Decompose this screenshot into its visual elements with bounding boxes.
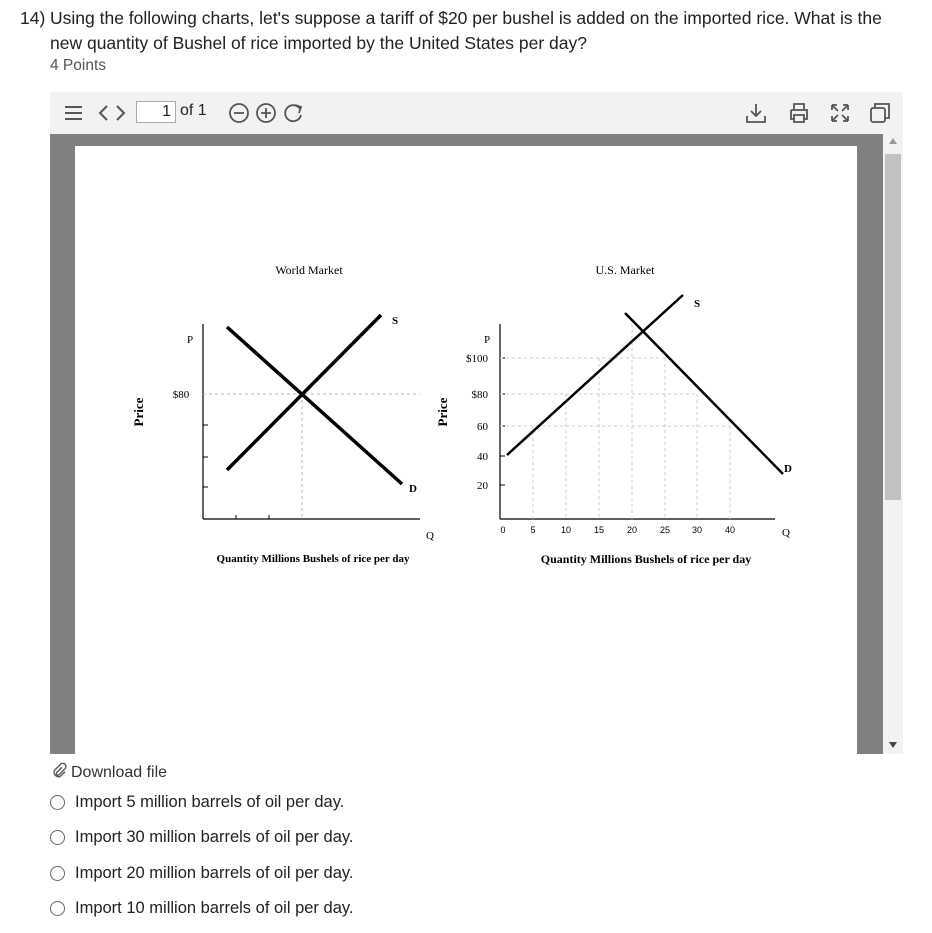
- world-x-letter: Q: [426, 530, 434, 542]
- scroll-up-icon[interactable]: [889, 138, 897, 144]
- us-demand-line: [625, 313, 783, 474]
- world-market-chart: [131, 263, 434, 565]
- us-demand-label: D: [784, 463, 792, 475]
- us-supply-line: [507, 295, 683, 455]
- us-xtick-20: 20: [626, 525, 638, 535]
- us-xtick-5: 5: [530, 525, 536, 535]
- us-tick-100: $100: [466, 353, 488, 365]
- us-y-letter: P: [483, 334, 491, 346]
- menu-icon[interactable]: [62, 101, 86, 125]
- viewer-scrollbar[interactable]: [883, 134, 903, 754]
- charts-figure: [75, 146, 857, 754]
- answer-option-label[interactable]: Import 10 million barrels of oil per day.: [75, 899, 354, 917]
- us-x-letter: Q: [782, 527, 790, 539]
- download-icon[interactable]: [744, 101, 768, 125]
- us-supply-label: S: [693, 298, 701, 310]
- world-ylabel: Price: [131, 397, 146, 427]
- next-page-icon[interactable]: [108, 101, 132, 125]
- us-tick-60: 60: [477, 421, 488, 433]
- scrollbar-thumb[interactable]: [885, 154, 901, 500]
- us-xtick-25: 25: [659, 525, 671, 535]
- answer-option-label[interactable]: Import 20 million barrels of oil per day.: [75, 864, 354, 882]
- popout-icon[interactable]: [868, 101, 892, 125]
- us-xtick-40: 40: [724, 525, 736, 535]
- world-y-letter: P: [186, 334, 194, 346]
- radio-button[interactable]: [50, 830, 65, 845]
- us-ylabel: Price: [435, 397, 450, 427]
- page-number-input[interactable]: 1: [136, 101, 176, 123]
- us-xtick-15: 15: [593, 525, 605, 535]
- answer-option[interactable]: [50, 791, 450, 817]
- question-number: 14): [20, 8, 46, 28]
- answer-option-label[interactable]: Import 5 million barrels of oil per day.: [75, 793, 345, 811]
- radio-button[interactable]: [50, 901, 65, 916]
- rotate-icon[interactable]: [281, 101, 305, 125]
- document-page: [75, 146, 857, 754]
- answer-option[interactable]: [50, 897, 450, 923]
- download-file-link[interactable]: [50, 762, 167, 782]
- zoom-in-icon[interactable]: [254, 101, 278, 125]
- world-tick-80: $80: [172, 389, 190, 401]
- answer-option-label[interactable]: Import 30 million barrels of oil per day.: [75, 828, 354, 846]
- us-xtick-10: 10: [560, 525, 572, 535]
- us-tick-20: 20: [477, 480, 488, 492]
- us-tick-40: 40: [477, 451, 488, 463]
- radio-button[interactable]: [50, 795, 65, 810]
- us-market-chart: [435, 263, 792, 566]
- world-demand-label: D: [409, 483, 417, 495]
- viewer-toolbar: [50, 92, 903, 134]
- radio-button[interactable]: [50, 866, 65, 881]
- world-supply-label: S: [391, 315, 399, 327]
- world-title: World Market: [275, 263, 343, 277]
- question-points: 4 Points: [50, 57, 107, 74]
- answer-option[interactable]: [50, 826, 450, 852]
- us-tick-80: $80: [471, 389, 488, 401]
- print-icon[interactable]: [787, 101, 811, 125]
- us-xlabel: Quantity Millions Bushels of rice per day: [540, 552, 752, 566]
- document-viewer: [50, 92, 903, 754]
- fullscreen-icon[interactable]: [828, 101, 852, 125]
- us-title: U.S. Market: [595, 263, 655, 277]
- world-demand-line: [227, 327, 402, 484]
- page-count: of 1: [180, 102, 207, 119]
- us-xtick-30: 30: [691, 525, 703, 535]
- document-area: [50, 134, 883, 754]
- scroll-down-icon[interactable]: [889, 742, 897, 748]
- world-xlabel: Quantity Millions Bushels of rice per day: [216, 553, 410, 565]
- us-xtick-0: 0: [500, 525, 506, 535]
- download-file-label[interactable]: Download file: [71, 764, 168, 781]
- zoom-out-icon[interactable]: [227, 101, 251, 125]
- answer-option[interactable]: [50, 862, 450, 888]
- question-text: Using the following charts, let's suppose a tariff of $20 per bushel is added on the imported rice. What is the new quantity of Bushel of rice imported by the United States per day?: [50, 8, 882, 53]
- paperclip-icon: [50, 762, 68, 780]
